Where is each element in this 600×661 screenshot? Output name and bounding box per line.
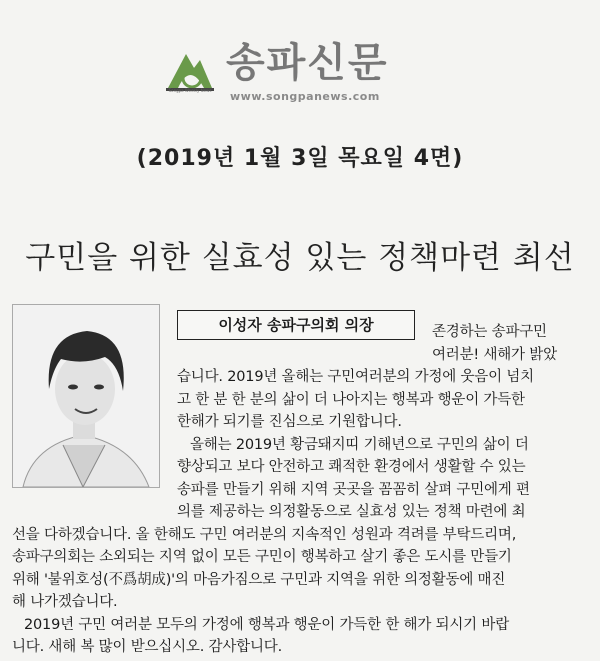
body-line: 선을 다하겠습니다. 올 한해도 구민 여러분의 지속적인 성원과 격려를 부탁드리며, <box>12 527 517 543</box>
article-headline: 구민을 위한 실효성 있는 정책마련 최선 <box>25 240 575 276</box>
body-line: 향상되고 보다 안전하고 쾌적한 환경에서 생활할 수 있는 <box>177 459 526 475</box>
portrait-illustration <box>13 305 159 487</box>
body-line: 송파구의회는 소외되는 지역 없이 모든 구민이 행복하고 살기 좋은 도시를 만들기 <box>12 549 512 565</box>
logo-caption: Songpa Weekly News <box>168 88 212 93</box>
portrait-photo <box>12 304 160 488</box>
body-line: 2019년 구민 여러분 모두의 가정에 행복과 행운이 가득한 한 해가 되시기 바랍 <box>24 617 510 633</box>
newspaper-url: www.songpanews.com <box>230 90 380 103</box>
body-line: 올해는 2019년 황금돼지띠 기해년으로 구민의 삶이 더 <box>190 437 529 453</box>
body-line: 해 나가겠습니다. <box>12 594 118 610</box>
body-line: 습니다. 2019년 올해는 구민여러분의 가정에 웃음이 넘치 <box>177 369 534 385</box>
body-line: 니다. 새해 복 많이 받으십시오. 감사합니다. <box>12 639 282 655</box>
article-byline: 이성자 송파구의회 의장 <box>177 310 415 340</box>
body-line: 한해가 되기를 진심으로 기원합니다. <box>177 414 402 430</box>
body-line: 송파를 만들기 위해 지역 곳곳을 꼼꼼히 살펴 구민에게 편 <box>177 482 530 498</box>
newspaper-brand: 송파신문 <box>226 40 389 86</box>
body-line: 위해 '불위호성(不爲胡成)'의 마음가짐으로 구민과 지역을 위한 의정활동에 매진 <box>12 572 506 588</box>
masthead <box>160 40 420 110</box>
body-line: 여러분! 새해가 밝았 <box>432 347 557 363</box>
body-line: 의를 제공하는 의정활동으로 실효성 있는 정책 마련에 최 <box>177 504 526 520</box>
body-line: 존경하는 송파구민 <box>432 324 547 340</box>
issue-dateline: (2019년 1월 3일 목요일 4면) <box>136 146 464 171</box>
body-line: 고 한 분 한 분의 삶이 더 나아지는 행복과 행운이 가득한 <box>177 392 525 408</box>
